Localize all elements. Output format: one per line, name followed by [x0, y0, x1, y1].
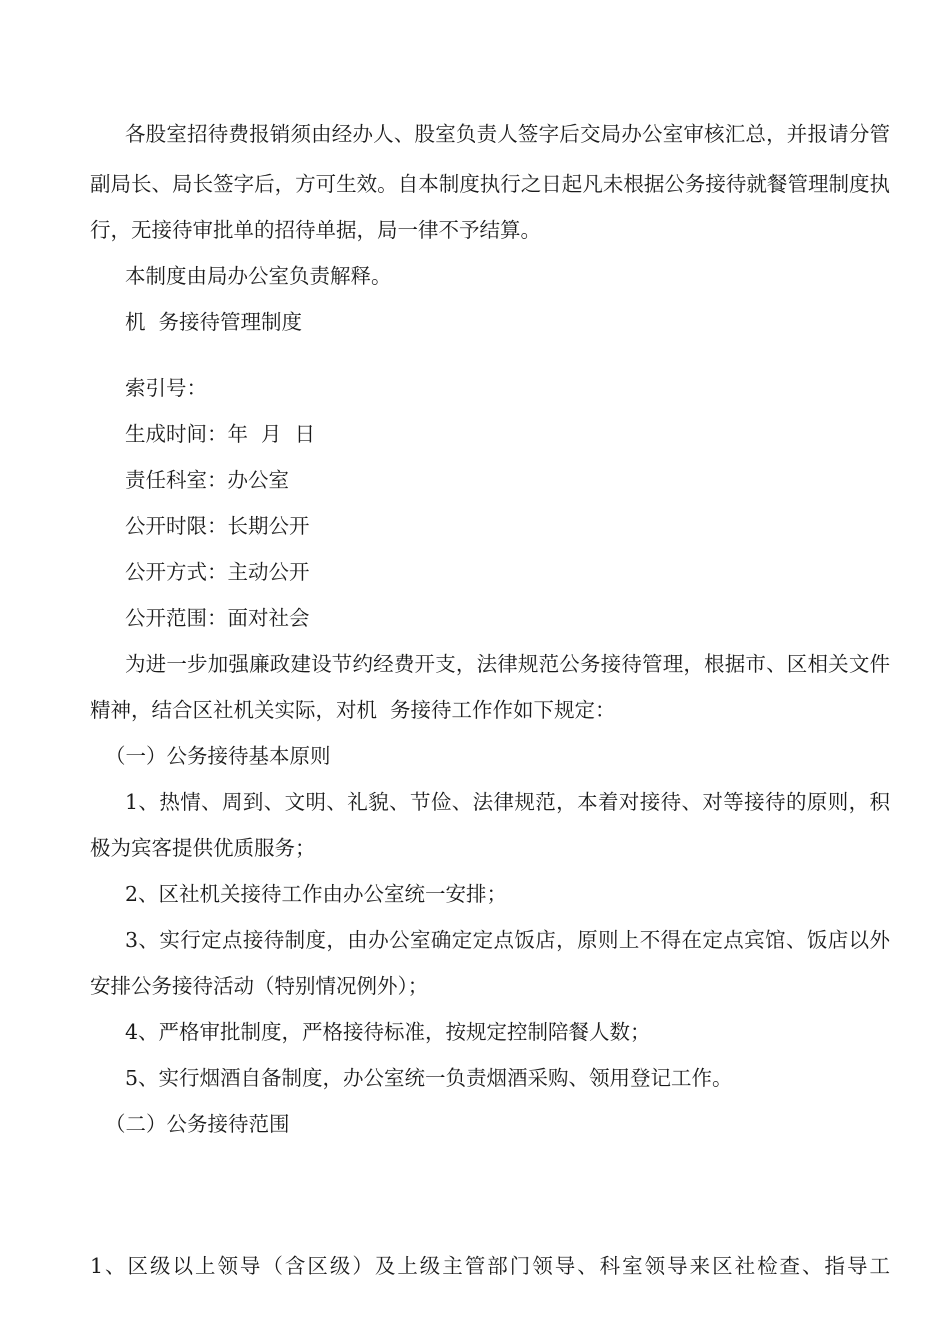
paragraph-line-17: 2、区社机关接待工作由办公室统一安排； [125, 882, 508, 906]
disclosure-method-line: 公开方式：主动公开 [125, 560, 310, 584]
paragraph-line-16: 极为宾客提供优质服务； [90, 836, 316, 860]
generation-time-line: 生成时间：年 月 日 [125, 422, 316, 446]
subsection-heading-1: （一）公务接待基本原则 [105, 744, 331, 768]
paragraph-line-23: 1、区级以上领导（含区级）及上级主管部门领导、科室领导来区社检查、指导工 [90, 1254, 890, 1278]
paragraph-line-3: 行，无接待审批单的招待单据，局一律不予结算。 [90, 218, 541, 242]
responsible-office-line: 责任科室：办公室 [125, 468, 289, 492]
paragraph-line-20: 4、严格审批制度，严格接待标准，按规定控制陪餐人数； [125, 1020, 651, 1044]
paragraph-line-18: 3、实行定点接待制度，由办公室确定定点饭店，原则上不得在定点宾馆、饭店以外 [125, 928, 890, 952]
paragraph-line-2: 副局长、局长签字后，方可生效。自本制度执行之日起凡未根据公务接待就餐管理制度执 [90, 172, 890, 196]
subsection-heading-2: （二）公务接待范围 [105, 1112, 290, 1136]
paragraph-line-19: 安排公务接待活动（特别情况例外）； [90, 974, 429, 998]
paragraph-line-1: 各股室招待费报销须由经办人、股室负责人签字后交局办公室审核汇总，并报请分管 [125, 122, 890, 146]
index-number-line: 索引号： [125, 376, 207, 400]
paragraph-line-4: 本制度由局办公室负责解释。 [125, 264, 392, 288]
paragraph-line-12: 为进一步加强廉政建设节约经费开支，法律规范公务接待管理，根据市、区相关文件 [125, 652, 890, 676]
paragraph-line-13: 精神，结合区社机关实际，对机 务接待工作作如下规定： [90, 698, 616, 722]
section-title: 机 务接待管理制度 [125, 310, 303, 334]
paragraph-line-15: 1、热情、周到、文明、礼貌、节俭、法律规范，本着对接待、对等接待的原则，积 [125, 790, 890, 814]
paragraph-line-21: 5、实行烟酒自备制度，办公室统一负责烟酒采购、领用登记工作。 [125, 1066, 733, 1090]
disclosure-period-line: 公开时限：长期公开 [125, 514, 310, 538]
disclosure-scope-line: 公开范围：面对社会 [125, 606, 310, 630]
